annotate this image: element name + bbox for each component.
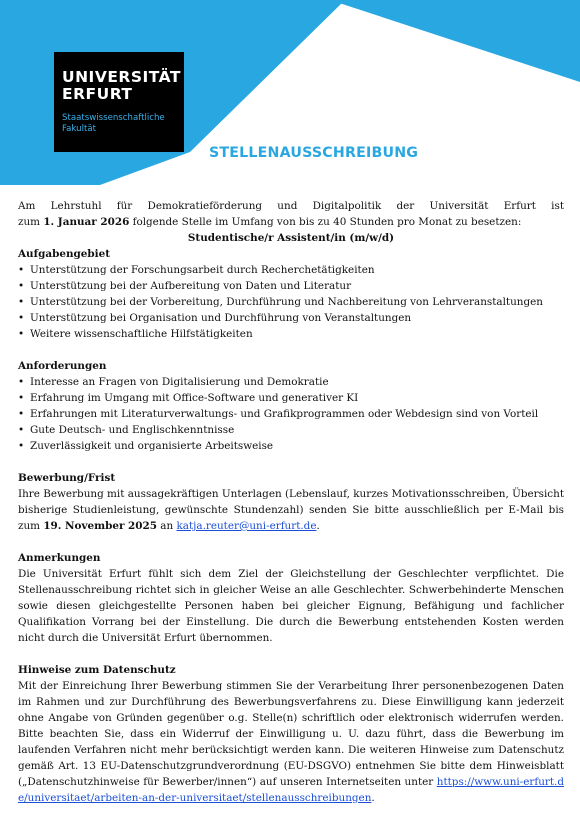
privacy-text — [18, 678, 564, 806]
notes-text: Die Universität Erfurt fühlt sich dem Ziel der Gleichstellung der Geschlechter verpflichtet. Die Stellenausschreibung richtet sich in gleicher Weise an alle Geschlechter. Schwerbehinderte Menschen sowie diesen gleichgestellte Personen haben bei gleicher Eignung, Befähigung und fachlicher Qualifikation Vorrang bei der Einstellung. Die durch die Bewerbung entstehenden Kosten werden nicht durch die Universität Erfurt übernommen. — [18, 568, 564, 644]
list-item: • Zuverlässigkeit und organisierte Arbeitsweise — [18, 438, 564, 454]
list-item: • Unterstützung bei Organisation und Durchführung von Veranstaltungen — [18, 310, 564, 326]
privacy-text-body: Mit der Einreichung Ihrer Bewerbung stimmen Sie der Verarbeitung Ihrer personenbezogenen Daten im Rahmen und zur Durchführung des Bewerbungsverfahrens zu. Diese Einwilligung kann jederzeit ohne Angabe von Gründen gegenüber o.g. Stelle(n) schriftlich oder elektronisch widerrufen werden. Bitte beachten Sie, dass ein Widerruf der Einwilligung u. U. dazu führt, dass die Bewerbung im laufenden Verfahren nicht mehr berücksichtigt werden kann. Die weiteren Hinweise zum Datenschutz gemäß Art. 13 EU-Datenschutzgrundverordnung (EU-DSGVO) entnehmen Sie bitte dem Hinweisblatt („Datenschutzhinweise für Bewerber/innen“) auf unseren Internetseiten unter — [18, 680, 564, 788]
right-blue-shape — [330, 0, 580, 82]
list-item: • Unterstützung bei der Aufbereitung von Daten und Literatur — [18, 278, 564, 294]
intro-pre: zum — [18, 216, 44, 228]
requirements-list — [18, 374, 564, 454]
logo-line-2: ERFURT — [62, 85, 133, 103]
document-body — [18, 198, 564, 806]
page-title: STELLENAUSSCHREIBUNG — [209, 145, 419, 161]
application-text-end: . — [316, 520, 320, 532]
list-item: • Unterstützung der Forschungsarbeit durch Recherchetätigkeiten — [18, 262, 564, 278]
logo-line-3: Staatswissenschaftliche — [62, 113, 165, 123]
list-item: • Erfahrung im Umgang mit Office-Software und generativer KI — [18, 390, 564, 406]
intro-post: folgende Stelle im Umfang von bis zu 40 Stunden pro Monat zu besetzen: — [129, 216, 522, 228]
list-item: • Erfahrungen mit Literaturverwaltungs- und Grafikprogrammen oder Webdesign sind von Vorteil — [18, 406, 564, 422]
deadline: 19. November 2025 — [43, 520, 157, 532]
university-logo — [54, 52, 184, 152]
intro-line-2 — [18, 214, 564, 230]
position-title: Studentische/r Assistent/in (m/w/d) — [187, 232, 395, 244]
logo-line-4: Fakultät — [62, 124, 96, 134]
privacy-heading: Hinweise zum Datenschutz — [18, 664, 176, 676]
tasks-heading: Aufgabengebiet — [18, 248, 111, 260]
privacy-link[interactable]: https://www.uni-erfurt.de/universitaet/arbeiten-an-der-universitaet/stellenausschreibungen — [18, 776, 564, 804]
list-item: • Interesse an Fragen von Digitalisierung und Demokratie — [18, 374, 564, 390]
application-text-pre: Ihre Bewerbung mit aussagekräftigen Unterlagen (Lebenslauf, kurzes Motivationsschreiben, Übersicht bisherige Studienleistung, gewünschte Stundenzahl) senden Sie bitte ausschließlich per E-Mail bis zum — [18, 488, 564, 532]
start-date: 1. Januar 2026 — [43, 216, 130, 228]
list-item: • Gute Deutsch- und Englischkenntnisse — [18, 422, 564, 438]
tasks-list — [18, 262, 564, 342]
logo-line-1: UNIVERSITÄT — [62, 68, 182, 86]
requirements-heading: Anforderungen — [18, 360, 107, 372]
list-item: • Weitere wissenschaftliche Hilfstätigkeiten — [18, 326, 564, 342]
privacy-text-end: . — [371, 792, 375, 804]
application-text-mid: an — [156, 520, 177, 532]
email-link[interactable]: katja.reuter@uni-erfurt.de — [176, 520, 317, 532]
application-heading: Bewerbung/Frist — [18, 472, 116, 484]
intro-line-1: Am Lehrstuhl für Demokratieförderung und Digitalpolitik der Universität Erfurt ist — [18, 200, 564, 212]
notes-heading: Anmerkungen — [18, 552, 101, 564]
application-text — [18, 486, 564, 534]
list-item: • Unterstützung bei der Vorbereitung, Durchführung und Nachbereitung von Lehrveranstaltungen — [18, 294, 564, 310]
